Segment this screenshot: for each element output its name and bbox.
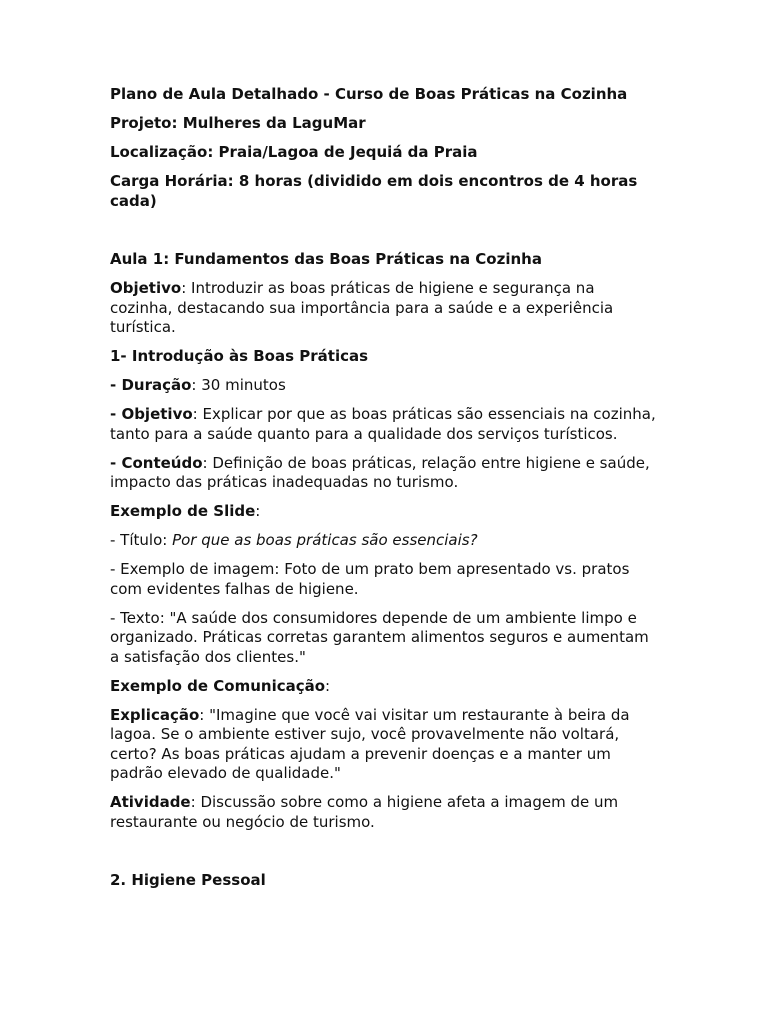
document-page (110, 85, 658, 900)
content-text: : Definição de boas práticas, relação entre higiene e saúde, impacto das práticas inadequadas no turismo. (110, 453, 650, 491)
lesson-1-heading: Aula 1: Fundamentos das Boas Práticas na Cozinha (110, 250, 542, 268)
workload-line: Carga Horária: 8 horas (dividido em dois encontros de 4 horas cada) (110, 172, 638, 210)
project-line: Projeto: Mulheres da LaguMar (110, 114, 366, 132)
section-1-heading: 1- Introdução às Boas Práticas (110, 347, 369, 365)
document-title: Plano de Aula Detalhado - Curso de Boas Práticas na Cozinha (110, 85, 628, 103)
slide-example-heading (110, 502, 658, 522)
explanation-text: : "Imagine que você vai visitar um restaurante à beira da lagoa. Se o ambiente estiver sujo, você provavelmente não voltará, certo? As boas práticas ajudam a prevenir doenças e a manter um padrão elevado de qualidade." (110, 705, 630, 782)
communication-example-colon: : (325, 676, 331, 695)
section-objective-text: : Explicar por que as boas práticas são essenciais na cozinha, tanto para a saúde quanto para a qualidade dos serviços turísticos. (110, 405, 656, 443)
content-label: - Conteúdo (110, 453, 203, 472)
duration-label: - Duração (110, 376, 192, 394)
section-objective-label: - Objetivo (110, 405, 193, 423)
section-1-objective (110, 405, 658, 444)
slide-text-line: - Texto: "A saúde dos consumidores depende de um ambiente limpo e organizado. Práticas corretas garantem alimentos seguros e aumentam a satisfação dos clientes." (110, 608, 649, 666)
slide-title-prefix: - Título: (110, 531, 173, 549)
slide-title-line (110, 531, 658, 551)
activity-label: Atividade (110, 793, 191, 811)
explanation-paragraph (110, 706, 658, 784)
explanation-label: Explicação (110, 705, 200, 724)
lesson-objective (110, 279, 658, 338)
lesson-objective-text: : Introduzir as boas práticas de higiene e segurança na cozinha, destacando sua importância para a saúde e a experiência turística. (110, 279, 614, 336)
slide-title-italic: Por que as boas práticas são essenciais? (172, 531, 478, 549)
location-line: Localização: Praia/Lagoa de Jequiá da Praia (110, 143, 478, 161)
section-1-content (110, 454, 658, 493)
section-2-heading: 2. Higiene Pessoal (110, 871, 266, 889)
section-1-duration (110, 376, 658, 396)
slide-image-line: - Exemplo de imagem: Foto de um prato bem apresentado vs. pratos com evidentes falhas de higiene. (110, 560, 630, 598)
slide-example-colon: : (255, 502, 261, 520)
duration-text: : 30 minutos (191, 376, 286, 394)
lesson-objective-label: Objetivo (110, 279, 182, 297)
activity-text: : Discussão sobre como a higiene afeta a imagem de um restaurante ou negócio de turismo. (110, 793, 619, 831)
activity-paragraph (110, 793, 658, 832)
communication-example-label: Exemplo de Comunicação (110, 676, 326, 695)
slide-example-label: Exemplo de Slide (110, 502, 256, 520)
communication-example-heading (110, 677, 658, 697)
